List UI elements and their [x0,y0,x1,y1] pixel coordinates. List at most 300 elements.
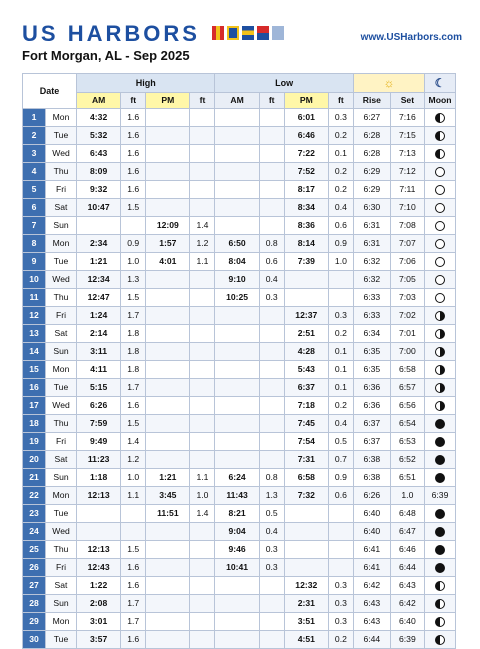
cell-value: 6:52 [390,451,424,469]
cell-value [190,523,215,541]
moon-cell [425,145,456,163]
cell-value [146,595,190,613]
cell-value [146,379,190,397]
cell-value: 6:31 [353,235,390,253]
day-number: 30 [23,631,46,649]
cell-value: 11:51 [146,505,190,523]
cell-value: 1.2 [121,451,146,469]
cell-value: 7:00 [390,343,424,361]
cell-value: 1.6 [121,127,146,145]
cell-value [146,145,190,163]
day-of-week: Tue [46,505,77,523]
table-row [23,559,456,577]
cell-value [146,343,190,361]
moon-cell [425,577,456,595]
moon-cell [425,523,456,541]
cell-value: 6:48 [390,505,424,523]
cell-value: 5:15 [77,379,121,397]
day-number: 25 [23,541,46,559]
day-number: 16 [23,379,46,397]
moon-phase-icon [435,581,445,591]
cell-value: 0.3 [259,541,284,559]
cell-value: 0.9 [121,235,146,253]
cell-value: 8:34 [284,199,328,217]
cell-value [190,163,215,181]
cell-value [190,631,215,649]
moon-cell [425,253,456,271]
cell-value: 12:13 [77,487,121,505]
page-header [22,22,462,66]
cell-value: 8:36 [284,217,328,235]
cell-value: 2:08 [77,595,121,613]
day-of-week: Wed [46,523,77,541]
moon-cell [425,505,456,523]
moon-phase-icon [435,617,445,627]
cell-value: 1.8 [121,325,146,343]
moon-phase-icon [435,203,445,213]
cell-value: 1.4 [121,433,146,451]
cell-value: 6:50 [215,235,259,253]
day-of-week: Tue [46,631,77,649]
moon-cell [425,361,456,379]
day-of-week: Thu [46,415,77,433]
day-number: 20 [23,451,46,469]
cell-value: 7:54 [284,433,328,451]
cell-value: 1.1 [190,469,215,487]
day-number: 24 [23,523,46,541]
moon-phase-icon [435,509,445,519]
moon-cell [425,379,456,397]
cell-value: 4:01 [146,253,190,271]
subheader-set: Set [390,93,424,109]
cell-value [190,613,215,631]
cell-value [215,397,259,415]
cell-value [146,559,190,577]
day-of-week: Fri [46,559,77,577]
cell-value: 7:52 [284,163,328,181]
cell-value [284,541,328,559]
day-number: 5 [23,181,46,199]
cell-value [215,451,259,469]
table-row [23,289,456,307]
cell-value: 6:38 [353,451,390,469]
cell-value [146,523,190,541]
cell-value [259,577,284,595]
cell-value [190,433,215,451]
cell-value: 5:32 [77,127,121,145]
cell-value: 7:01 [390,325,424,343]
cell-value: 10:47 [77,199,121,217]
cell-value: 6:46 [390,541,424,559]
day-of-week: Fri [46,181,77,199]
cell-value: 0.3 [328,307,353,325]
table-row [23,325,456,343]
cell-value [146,181,190,199]
cell-value: 7:15 [390,127,424,145]
day-of-week: Tue [46,379,77,397]
day-number: 27 [23,577,46,595]
cell-value [215,217,259,235]
moon-cell [425,163,456,181]
day-number: 8 [23,235,46,253]
cell-value: 12:34 [77,271,121,289]
cell-value [77,505,121,523]
table-row [23,343,456,361]
cell-value [215,415,259,433]
cell-value: 7:08 [390,217,424,235]
cell-value: 0.8 [259,235,284,253]
cell-value [284,505,328,523]
cell-value [215,595,259,613]
cell-value: 9:49 [77,433,121,451]
cell-value: 11:43 [215,487,259,505]
cell-value [146,415,190,433]
cell-value: 6:56 [390,397,424,415]
moon-phase-icon [435,149,445,159]
cell-value: 0.6 [328,217,353,235]
moon-cell [425,451,456,469]
cell-value: 11:23 [77,451,121,469]
day-number: 13 [23,325,46,343]
cell-value [259,415,284,433]
cell-value: 7:13 [390,145,424,163]
cell-value: 6:31 [353,217,390,235]
cell-value: 0.1 [328,343,353,361]
low-header: Low [215,74,353,93]
cell-value: 6:37 [284,379,328,397]
cell-value [190,577,215,595]
cell-value: 6:57 [390,379,424,397]
sun-icon: ☼ [353,74,424,93]
tide-table [22,73,456,649]
table-row [23,271,456,289]
cell-value: 10:25 [215,289,259,307]
moon-cell [425,199,456,217]
cell-value [259,325,284,343]
cell-value [146,433,190,451]
cell-value [215,163,259,181]
cell-value [77,523,121,541]
moon-phase-icon [435,599,445,609]
cell-value: 1.0 [328,253,353,271]
day-number: 4 [23,163,46,181]
cell-value [146,127,190,145]
moon-phase-icon [435,329,445,339]
cell-value: 0.2 [328,397,353,415]
moon-phase-icon [435,257,445,267]
cell-value [328,559,353,577]
cell-value [146,397,190,415]
cell-value: 10:41 [215,559,259,577]
cell-value: 1.0 [190,487,215,505]
day-number: 9 [23,253,46,271]
table-row [23,253,456,271]
cell-value: 7:31 [284,451,328,469]
cell-value [259,379,284,397]
cell-value [190,343,215,361]
cell-value [259,631,284,649]
signal-flags-icon [212,26,284,40]
cell-value [190,109,215,127]
cell-value: 6:46 [284,127,328,145]
cell-value: 2:51 [284,325,328,343]
cell-value: 12:43 [77,559,121,577]
cell-value: 4:11 [77,361,121,379]
cell-value: 6:29 [353,181,390,199]
cell-value: 6:41 [353,541,390,559]
cell-value: 0.4 [328,415,353,433]
day-of-week: Fri [46,307,77,325]
cell-value [284,289,328,307]
table-row [23,595,456,613]
day-of-week: Sun [46,343,77,361]
cell-value: 6:33 [353,307,390,325]
cell-value: 8:04 [215,253,259,271]
cell-value: 6:42 [390,595,424,613]
cell-value [215,325,259,343]
cell-value: 7:45 [284,415,328,433]
cell-value [328,541,353,559]
cell-value: 6:28 [353,145,390,163]
table-row [23,415,456,433]
cell-value: 6:32 [353,271,390,289]
cell-value: 1.7 [121,613,146,631]
cell-value [284,271,328,289]
cell-value: 6:34 [353,325,390,343]
cell-value: 4:32 [77,109,121,127]
cell-value: 2:31 [284,595,328,613]
cell-value: 7:59 [77,415,121,433]
cell-value: 1.7 [121,595,146,613]
cell-value: 1.6 [121,109,146,127]
cell-value: 7:07 [390,235,424,253]
subheader-ft: ft [190,93,215,109]
cell-value: 9:32 [77,181,121,199]
cell-value: 9:10 [215,271,259,289]
moon-phase-icon [435,239,445,249]
cell-value: 6:26 [77,397,121,415]
date-header: Date [23,74,77,109]
cell-value: 1.5 [121,289,146,307]
moon-cell [425,325,456,343]
subheader-ft: ft [328,93,353,109]
cell-value [190,307,215,325]
cell-value [146,631,190,649]
cell-value: 9:46 [215,541,259,559]
cell-value: 6:32 [353,253,390,271]
day-of-week: Sat [46,577,77,595]
moon-phase-icon [435,545,445,555]
moon-phase-icon [435,167,445,177]
day-of-week: Mon [46,361,77,379]
day-number: 17 [23,397,46,415]
moon-cell [425,415,456,433]
moon-phase-icon [435,563,445,573]
cell-value: 6:43 [353,595,390,613]
cell-value [284,559,328,577]
day-of-week: Wed [46,271,77,289]
cell-value [121,523,146,541]
cell-value [190,199,215,217]
moon-phase-icon [435,455,445,465]
cell-value: 0.6 [328,487,353,505]
cell-value: 7:32 [284,487,328,505]
table-row [23,145,456,163]
moon-cell [425,595,456,613]
day-number: 22 [23,487,46,505]
moon-cell [425,109,456,127]
cell-value: 7:05 [390,271,424,289]
cell-value: 8:09 [77,163,121,181]
cell-value: 7:12 [390,163,424,181]
cell-value: 1.7 [121,307,146,325]
cell-value: 1.5 [121,415,146,433]
day-of-week: Mon [46,487,77,505]
cell-value: 1:22 [77,577,121,595]
subheader-am: AM [77,93,121,109]
page-title: Fort Morgan, AL - Sep 2025 [22,48,190,63]
cell-value: 0.1 [328,145,353,163]
cell-value [259,307,284,325]
site-link[interactable]: www.USHarbors.com [360,32,462,43]
cell-value [259,181,284,199]
moon-cell [425,541,456,559]
cell-value: 7:16 [390,109,424,127]
moon-phase-icon [435,113,445,123]
cell-value [190,181,215,199]
cell-value: 1.6 [121,397,146,415]
cell-value [146,163,190,181]
cell-value: 1.8 [121,343,146,361]
moon-cell [425,127,456,145]
table-row [23,541,456,559]
moon-phase-icon [435,635,445,645]
cell-value [215,199,259,217]
cell-value [215,613,259,631]
cell-value [328,271,353,289]
cell-value: 3:51 [284,613,328,631]
cell-value [259,451,284,469]
cell-value [190,145,215,163]
table-row [23,163,456,181]
subheader-pm: PM [146,93,190,109]
cell-value: 6:36 [353,397,390,415]
moon-phase-icon [435,401,445,411]
cell-value [146,541,190,559]
day-number: 10 [23,271,46,289]
cell-value: 7:18 [284,397,328,415]
cell-value: 0.6 [259,253,284,271]
moon-cell [425,433,456,451]
day-number: 6 [23,199,46,217]
cell-value [215,343,259,361]
moon-cell [425,289,456,307]
moon-cell [425,397,456,415]
day-number: 19 [23,433,46,451]
cell-value: 8:17 [284,181,328,199]
cell-value: 6:27 [353,109,390,127]
cell-value [284,523,328,541]
cell-value: 6:58 [284,469,328,487]
moon-cell [425,343,456,361]
cell-value: 12:47 [77,289,121,307]
cell-value [215,577,259,595]
cell-value: 0.4 [259,523,284,541]
day-of-week: Sun [46,595,77,613]
cell-value [259,109,284,127]
subheader-rise: Rise [353,93,390,109]
cell-value: 0.3 [328,613,353,631]
cell-value: 12:13 [77,541,121,559]
table-row [23,451,456,469]
day-of-week: Tue [46,127,77,145]
day-of-week: Sat [46,325,77,343]
cell-value: 0.9 [328,235,353,253]
table-row [23,469,456,487]
cell-value [190,271,215,289]
table-row [23,307,456,325]
cell-value: 0.3 [328,577,353,595]
cell-value: 6:37 [353,415,390,433]
cell-value [146,271,190,289]
table-row [23,217,456,235]
cell-value [215,379,259,397]
cell-value [215,631,259,649]
cell-value: 1.6 [121,631,146,649]
cell-value: 7:02 [390,307,424,325]
day-of-week: Mon [46,235,77,253]
cell-value [146,199,190,217]
cell-value: 0.2 [328,163,353,181]
day-of-week: Wed [46,397,77,415]
day-number: 18 [23,415,46,433]
cell-value: 1.6 [121,163,146,181]
moon-phase-icon [435,221,445,231]
cell-value: 4:28 [284,343,328,361]
cell-value: 12:32 [284,577,328,595]
cell-value: 6:42 [353,577,390,595]
day-number: 3 [23,145,46,163]
cell-value: 6:51 [390,469,424,487]
cell-value [259,397,284,415]
table-row [23,631,456,649]
cell-value: 12:37 [284,307,328,325]
cell-value [146,109,190,127]
cell-value: 0.2 [328,631,353,649]
table-row [23,505,456,523]
moon-cell [425,307,456,325]
cell-value: 1.3 [259,487,284,505]
cell-value: 0.3 [328,109,353,127]
cell-value [190,541,215,559]
cell-value: 3:11 [77,343,121,361]
cell-value: 0.2 [328,127,353,145]
cell-value [146,361,190,379]
cell-value [190,415,215,433]
subheader-am: AM [215,93,259,109]
cell-value: 6:47 [390,523,424,541]
cell-value [190,559,215,577]
table-row [23,487,456,505]
moon-phase-icon [435,347,445,357]
cell-value: 1.4 [190,217,215,235]
day-number: 29 [23,613,46,631]
cell-value: 2:34 [77,235,121,253]
cell-value: 6:35 [353,343,390,361]
cell-value: 2:14 [77,325,121,343]
cell-value [190,595,215,613]
cell-value [190,451,215,469]
